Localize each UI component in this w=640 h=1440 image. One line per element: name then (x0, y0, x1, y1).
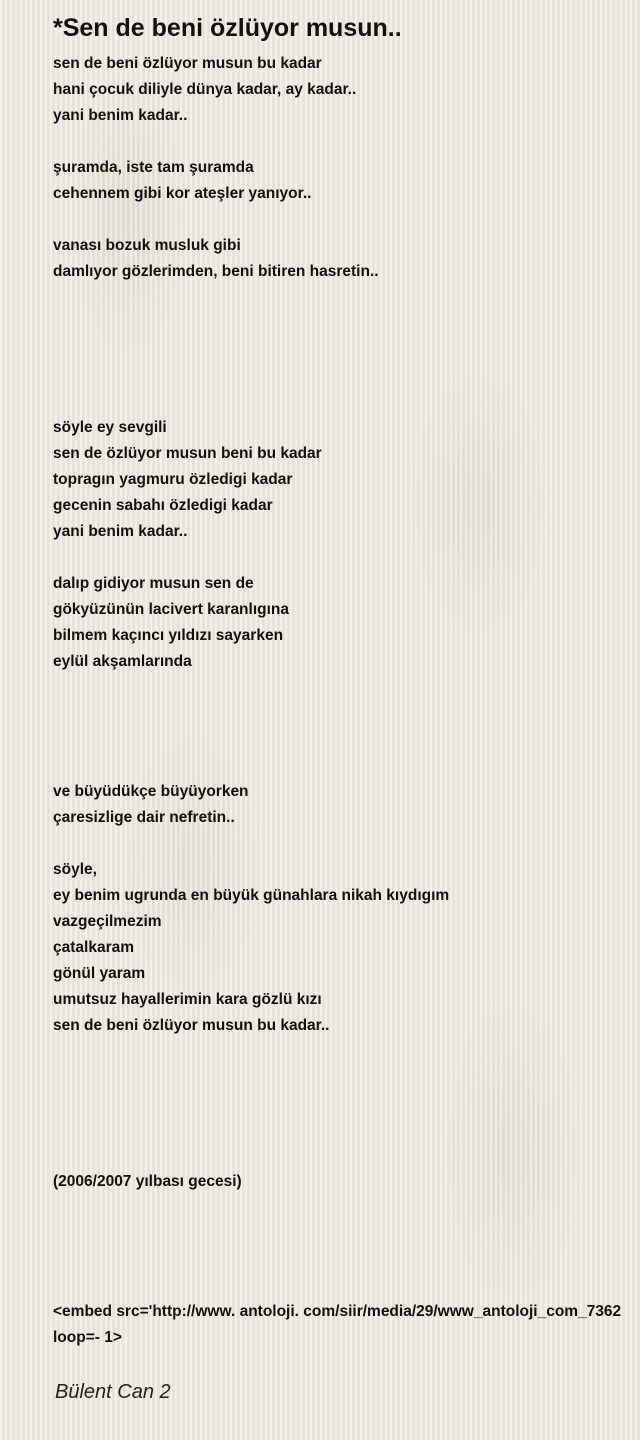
poem-blank-line (53, 1195, 621, 1221)
poem-line: dalıp gidiyor musun sen de (53, 575, 254, 592)
poem-line: damlıyor gözlerimden, beni bitiren hasretin.. (53, 263, 379, 280)
poem-blank-line (53, 1247, 621, 1273)
poem-blank-line (53, 831, 621, 857)
poem-line: sen de beni özlüyor musun bu kadar (53, 55, 322, 72)
poem-blank-line (53, 753, 621, 779)
poem-line: gökyüzünün lacivert karanlıgına (53, 601, 290, 618)
poem-line: yani benim kadar.. (53, 523, 188, 540)
poem-blank-line (53, 285, 621, 311)
poem-blank-line (53, 701, 621, 727)
poem-line: eylül akşamlarında (53, 653, 192, 670)
poem-blank-line (53, 1221, 621, 1247)
poem-line: sen de özlüyor musun beni bu kadar (53, 445, 322, 462)
poem-blank-line (53, 1273, 621, 1299)
poem-blank-line (53, 1117, 621, 1143)
poem-line: <embed src='http://www. antoloji. com/siir/media/29/www_antoloji_com_7362 (53, 1303, 622, 1320)
poem-line: söyle, (53, 861, 97, 878)
poem-line: çaresizlige dair nefretin.. (53, 809, 235, 826)
poem-blank-line (53, 545, 621, 571)
poem-blank-line (53, 311, 621, 337)
poem-author[interactable]: Bülent Can 2 (55, 1381, 171, 1403)
poem-blank-line (53, 363, 621, 389)
poem-line: gönül yaram (53, 965, 146, 982)
poem-line: çatalkaram (53, 939, 135, 956)
poem-line: ve büyüdükçe büyüyorken (53, 783, 249, 800)
poem-blank-line (53, 1143, 621, 1169)
poem-line: (2006/2007 yılbası gecesi) (53, 1173, 242, 1190)
poem-blank-line (53, 389, 621, 415)
poem-line: söyle ey sevgili (53, 419, 167, 436)
poem-blank-line (53, 1065, 621, 1091)
poem-line: gecenin sabahı özledigi kadar (53, 497, 273, 514)
poem-line: cehennem gibi kor ateşler yanıyor.. (53, 185, 312, 202)
poem-line: bilmem kaçıncı yıldızı sayarken (53, 627, 284, 644)
poem-line: vanası bozuk musluk gibi (53, 237, 241, 254)
poem-blank-line (53, 1039, 621, 1065)
poem-line: topragın yagmuru özledigi kadar (53, 471, 293, 488)
poem-body (53, 51, 621, 1351)
poem-line: umutsuz hayallerimin kara gözlü kızı (53, 991, 322, 1008)
poem-line: şuramda, iste tam şuramda (53, 159, 254, 176)
poem-title: *Sen de beni özlüyor musun.. (53, 14, 402, 42)
poem-blank-line (53, 337, 621, 363)
poem-blank-line (53, 1091, 621, 1117)
poem-blank-line (53, 207, 621, 233)
poem-line: loop=- 1> (53, 1329, 122, 1346)
poem-line: sen de beni özlüyor musun bu kadar.. (53, 1017, 330, 1034)
poem-blank-line (53, 727, 621, 753)
poem-line: ey benim ugrunda en büyük günahlara nikah kıydıgım (53, 887, 450, 904)
poem-line: hani çocuk diliyle dünya kadar, ay kadar.. (53, 81, 357, 98)
poem-blank-line (53, 129, 621, 155)
poem-page (53, 0, 640, 1440)
poem-blank-line (53, 675, 621, 701)
poem-line: vazgeçilmezim (53, 913, 162, 930)
poem-line: yani benim kadar.. (53, 107, 188, 124)
